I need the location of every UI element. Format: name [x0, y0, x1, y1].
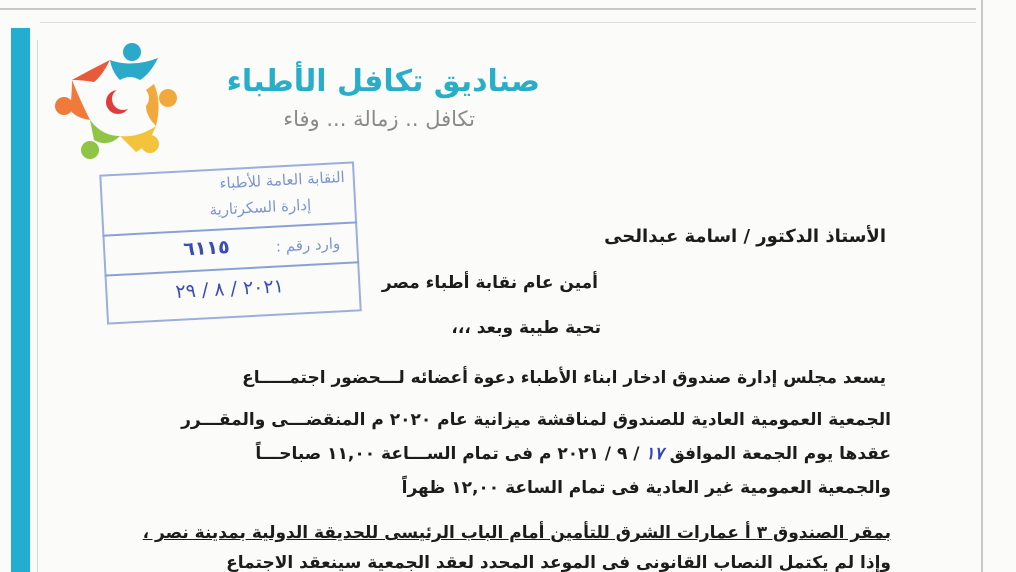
- body-line-meeting-date: [255, 444, 891, 464]
- handwritten-day: ١٧: [645, 444, 664, 464]
- stamp-date: ٢٠٢١ / ٨ / ٢٩: [174, 275, 285, 303]
- stamp-number-label: وارد رقم :: [275, 234, 341, 256]
- scan-edge-top-inner: [40, 22, 976, 23]
- stamp-department: إدارة السكرتارية: [208, 195, 312, 220]
- recipient-line: الأستاذ الدكتور / اسامة عبدالحى: [604, 226, 886, 247]
- body-line: والجمعية العمومية غير العادية فى تمام الساعة ١٢,٠٠ ظهراً: [401, 478, 891, 498]
- scan-edge-top: [0, 8, 976, 10]
- scan-edge-right: [981, 0, 983, 572]
- body-line: يسعد مجلس إدارة صندوق ادخار ابناء الأطباء دعوة أعضائه لـــحضور اجتمـــــاع: [242, 368, 886, 388]
- crescent-people-circle-icon: [50, 40, 190, 165]
- letterhead-accent-bar: [11, 28, 30, 572]
- body-line-address: بمقر الصندوق ٣ أ عمارات الشرق للتأمين أمام الباب الرئيسى للحديقة الدولية بمدينة نصر ،: [142, 523, 891, 543]
- body-text: عقدها يوم الجمعة الموافق: [669, 444, 891, 464]
- recipient-position: أمين عام نقابة أطباء مصر: [381, 273, 598, 293]
- brand-tagline: تكافل .. زمالة ... وفاء: [283, 107, 475, 131]
- greeting: تحية طيبة وبعد ،،،: [451, 318, 601, 338]
- stamp-number: ٦١١٥: [182, 236, 231, 261]
- incoming-stamp: [99, 161, 362, 324]
- body-line: وإذا لم يكتمل النصاب القانونى فى الموعد المحدد لعقد الجمعية سينعقد الاجتماع: [226, 553, 891, 572]
- letterhead-margin-line: [37, 40, 38, 572]
- body-text: / ٩ / ٢٠٢١ م فى تمام الســـاعة ١١,٠٠ صباحـــاً: [255, 444, 640, 464]
- stamp-org: النقابة العامة للأطباء: [218, 167, 346, 193]
- body-line: الجمعية العمومية العادية للصندوق لمناقشة ميزانية عام ٢٠٢٠ م المنقضـــى والمقـــرر: [181, 410, 891, 430]
- brand-name: صناديق تكافل الأطباء: [226, 64, 540, 99]
